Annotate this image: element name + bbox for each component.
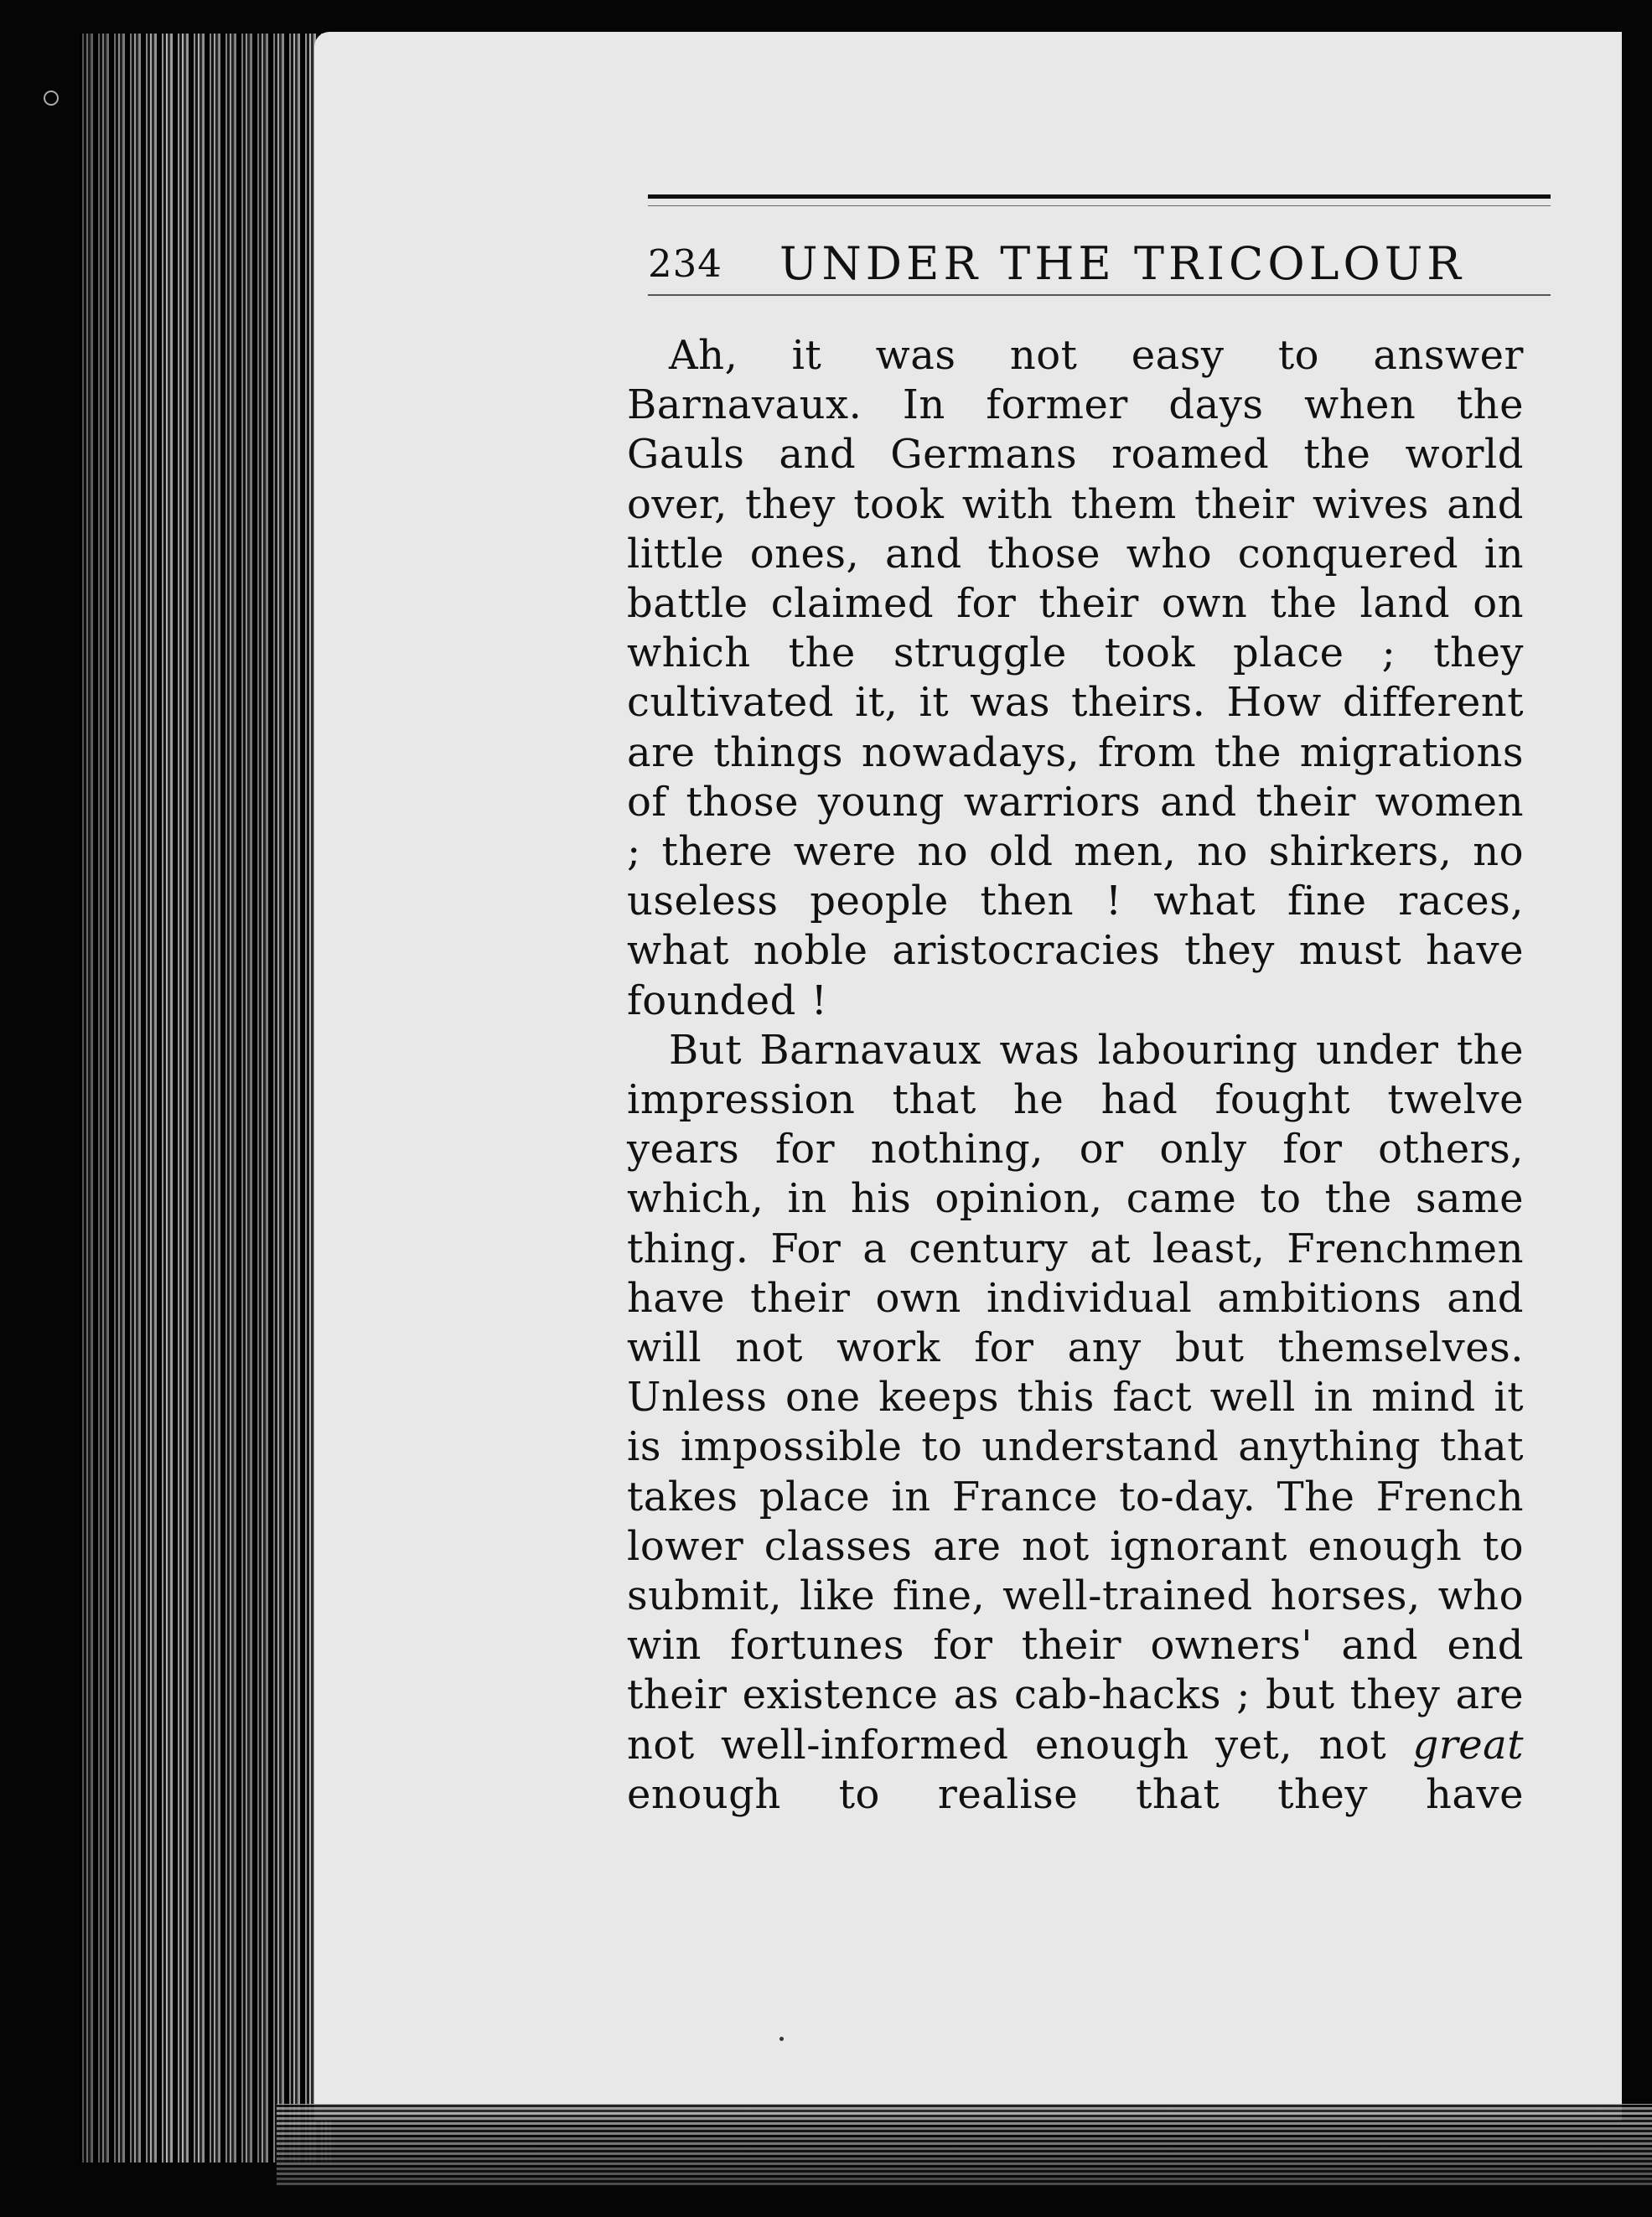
body-text [627, 331, 1524, 1820]
page-bottom-shadow [277, 2104, 1652, 2188]
header-rule-bottom [648, 294, 1551, 296]
running-head [648, 233, 1551, 292]
paragraph-text: enough to realise that they have [627, 1770, 1524, 1818]
paragraph: Ah, it was not easy to answer Barnavaux. In former days when the Gauls and Germans roamed the world over, they took with them their wives and little ones, and those who conquered in battle claimed for their own the land on which the struggle took place ; they cultivated it, it was theirs. How different are things nowadays, from the migrations of those young warriors and their women ; there were no old men, no shirkers, no useless people then ! what fine races, what noble aristocracies they must have founded ! [627, 332, 1524, 1024]
paragraph [627, 1026, 1524, 1820]
running-title: UNDER THE TRICOLOUR [779, 237, 1465, 290]
italic-word: great [1412, 1721, 1524, 1769]
header-rule-top [648, 194, 1551, 199]
page-number: 234 [648, 241, 722, 286]
paragraph-text: But Barnavaux was labouring under the impression that he had fought twelve years for nothing, or only for others, which, in his opinion, came to the same thing. For a century at least, Frenchmen have their own individual ambitions and will not work for any but themselves. Unless one keeps this fact well in mind it is impossible to understand anything that takes place in France to-day. The French lower classes are not ignorant enough to submit, like fine, well-trained horses, who win fortunes for their owners' and end their existence as cab-hacks ; but they are not well-informed enough yet, not [627, 1026, 1524, 1769]
ink-speck [779, 2037, 784, 2041]
scan-artifact [44, 91, 59, 106]
page-edges-shadow [80, 34, 331, 2163]
header-rule-thin [648, 205, 1551, 206]
